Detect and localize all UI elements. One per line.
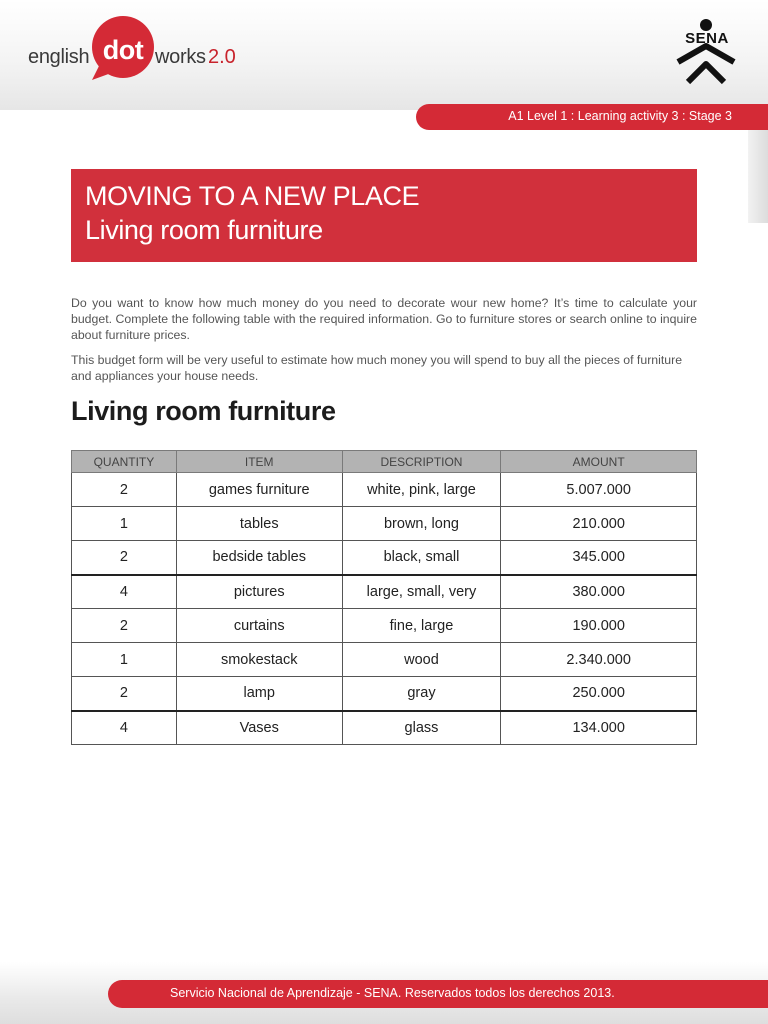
cell-description: glass [342, 711, 501, 745]
cell-quantity: 4 [72, 575, 177, 609]
cell-quantity: 1 [72, 507, 177, 541]
cell-amount: 210.000 [501, 507, 697, 541]
cell-description: gray [342, 677, 501, 711]
cell-amount: 5.007.000 [501, 473, 697, 507]
cell-description: fine, large [342, 609, 501, 643]
title-box [71, 169, 697, 262]
cell-item: tables [176, 507, 342, 541]
cell-item: curtains [176, 609, 342, 643]
cell-item: bedside tables [176, 541, 342, 575]
header-item: ITEM [176, 451, 342, 473]
footer-banner [108, 980, 768, 1008]
cell-quantity: 2 [72, 677, 177, 711]
logo-version: 2.0 [208, 46, 236, 68]
table-row [72, 575, 697, 609]
cell-description: white, pink, large [342, 473, 501, 507]
section-heading: Living room furniture [71, 396, 336, 426]
footer-copyright: Servicio Nacional de Aprendizaje - SENA. Reservados todos los derechos 2013. [170, 986, 615, 1000]
cell-description: large, small, very [342, 575, 501, 609]
cell-item: lamp [176, 677, 342, 711]
table-row [72, 473, 697, 507]
budget-table [71, 450, 697, 745]
cell-quantity: 2 [72, 473, 177, 507]
english-dot-works-logo [28, 14, 258, 94]
cell-item: games furniture [176, 473, 342, 507]
page-title: MOVING TO A NEW PLACE [85, 181, 420, 211]
table-row [72, 609, 697, 643]
header-description: DESCRIPTION [342, 451, 501, 473]
cell-item: pictures [176, 575, 342, 609]
cell-amount: 2.340.000 [501, 643, 697, 677]
sena-logo-icon [668, 18, 744, 86]
page-subtitle: Living room furniture [85, 215, 323, 245]
cell-quantity: 2 [72, 609, 177, 643]
cell-item: Vases [176, 711, 342, 745]
cell-amount: 380.000 [501, 575, 697, 609]
cell-amount: 250.000 [501, 677, 697, 711]
cell-description: black, small [342, 541, 501, 575]
cell-quantity: 4 [72, 711, 177, 745]
cell-description: wood [342, 643, 501, 677]
note-paragraph: This budget form will be very useful to estimate how much money you will spend to buy all the pieces of furniture and appliances your house needs. [71, 353, 683, 383]
cell-amount: 134.000 [501, 711, 697, 745]
cell-amount: 190.000 [501, 609, 697, 643]
cell-item: smokestack [176, 643, 342, 677]
stage-label: A1 Level 1 : Learning activity 3 : Stage 3 [508, 109, 732, 123]
intro-paragraph: Do you want to know how much money do you need to decorate wour new home? It’s time to calculate your budget. Complete the following table with the required information. Go to furniture stores or search online to inquire about furniture prices. [71, 296, 697, 342]
table-row [72, 711, 697, 745]
header-amount: AMOUNT [501, 451, 697, 473]
logo-word-works: works [155, 46, 206, 68]
cell-description: brown, long [342, 507, 501, 541]
cell-quantity: 1 [72, 643, 177, 677]
table-header-row [72, 451, 697, 473]
logo-word-dot: dot [102, 35, 144, 65]
header-quantity: QUANTITY [72, 451, 177, 473]
sena-logo-text: SENA [685, 30, 729, 47]
logo-word-english: english [28, 46, 90, 68]
cell-quantity: 2 [72, 541, 177, 575]
table-row [72, 507, 697, 541]
table-row [72, 541, 697, 575]
stage-banner [416, 104, 768, 130]
cell-amount: 345.000 [501, 541, 697, 575]
table-row [72, 643, 697, 677]
table-row [72, 677, 697, 711]
